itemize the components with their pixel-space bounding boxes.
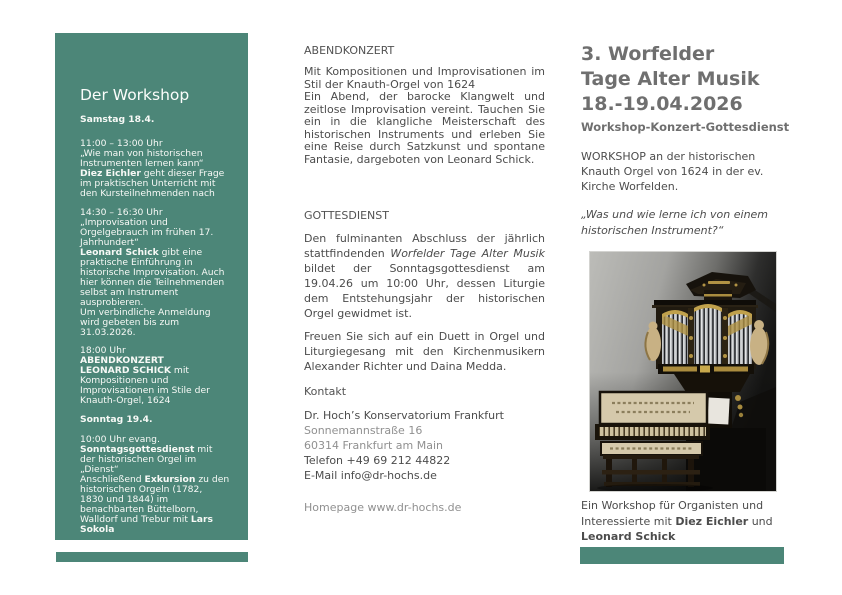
text-run: Ein Abend, der barocke Klangwelt und zeitlose Improvisation vereint. Tauchen Sie ein in die klangliche Meisterschaft des historischen Instruments und erleben Sie eine Reise durch Satzkunst und spontane Fantasie, dargeboten von Leonard Schick. — [304, 90, 545, 166]
text-run: historische Improvisation. Auch — [80, 267, 225, 278]
text-run: wird gebeten bis zum — [80, 317, 180, 328]
text-run: Mit Kompositionen und Improvisationen im Stil der Knauth-Orgel von 1624 — [304, 65, 545, 91]
text-run: Ein Workshop für Organisten und — [581, 499, 764, 512]
text-run: LEONARD SCHICK — [80, 365, 171, 376]
photo-caption — [581, 498, 793, 545]
text-run: 11:00 – 13:00 Uhr — [80, 138, 163, 149]
text-run: bildet der Sonntagsgottesdienst am 19.04.26 um 10:00 Uhr, dessen Liturgie dem Entstehungsjahr der historischen Orgel gewidmet ist. — [304, 262, 545, 320]
organ-pipes — [662, 308, 752, 364]
contact-address — [304, 408, 545, 483]
text-run: Lars — [190, 514, 213, 525]
text-run: Exkursion — [144, 474, 196, 485]
section-heading-kontakt: Kontakt — [304, 385, 347, 398]
text-run: 1830 und 1844) im — [80, 494, 169, 505]
text-run: und — [748, 514, 773, 528]
text-run: Telefon +49 69 212 44822 — [304, 454, 451, 467]
text-run: „Improvisation und — [80, 217, 168, 228]
text-run: 31.03.2026. — [80, 327, 136, 338]
homepage-line — [304, 500, 545, 515]
text-run: Anschließend — [80, 474, 145, 485]
text-run: Homepage www.dr-hochs.de — [304, 501, 462, 514]
text-run: praktische Einführung in — [80, 257, 193, 268]
text-run: mit — [170, 365, 190, 376]
schedule-block-evening-concert — [80, 346, 242, 406]
schedule-day-sunday — [80, 415, 242, 425]
text-run: Samstag 18.4. — [80, 114, 155, 125]
text-run: selbst am Instrument — [80, 287, 179, 298]
text-run: Walldorf und Trebur mit — [80, 514, 191, 525]
text-run: Leonard Schick — [80, 247, 159, 258]
text-run: Knauth-Orgel, 1624 — [80, 395, 171, 406]
abendkonzert-text — [304, 66, 545, 166]
workshop-panel — [55, 33, 248, 540]
text-run: 60314 Frankfurt am Main — [304, 439, 444, 452]
flyer-title-line-2: Tage Alter Musik — [581, 68, 760, 90]
workshop-intro — [581, 149, 791, 194]
text-run: WORKSHOP an der historischen — [581, 150, 756, 163]
text-run: Interessierte mit — [581, 514, 676, 528]
text-run: 18:00 Uhr — [80, 345, 126, 356]
text-run: Worfelder Tage Alter Musik — [390, 247, 545, 260]
gottesdienst-text-1 — [304, 231, 545, 321]
schedule-day-saturday — [80, 115, 242, 125]
flyer-title — [581, 42, 796, 117]
text-run: Leonard Schick — [581, 530, 676, 543]
flyer-title-line-3: 18.-19.04.2026 — [581, 93, 743, 115]
text-run: zu den — [195, 474, 230, 485]
workshop-quote — [581, 207, 791, 238]
flyer-title-line-1: 3. Worfelder — [581, 43, 715, 65]
text-run: historischen Orgeln (1782, — [80, 484, 203, 495]
gottesdienst-text-2 — [304, 329, 545, 374]
green-divider-bar-left — [56, 552, 248, 562]
text-run: Knauth Orgel von 1624 in der ev. — [581, 165, 764, 178]
text-run: Improvisationen im Stile der — [80, 385, 210, 396]
flyer-subtitle: Workshop-Konzert-Gottesdienst — [581, 120, 790, 134]
text-run: benachbarten Büttelborn, — [80, 504, 199, 515]
text-run: Jahrhundert“ — [80, 237, 139, 248]
text-run: historischen Instrument?“ — [581, 223, 724, 237]
text-run: geht dieser Frage — [140, 168, 225, 179]
text-run: Kirche Worfelden. — [581, 180, 679, 193]
text-run: Instrumenten lernen kann“ — [80, 158, 204, 169]
text-run: Freuen Sie sich auf ein Duett in Orgel und Liturgiegesang mit den Kirchenmusikern Alexander Richter und Daina Medda. — [304, 330, 545, 373]
text-run: Sonntag 19.4. — [80, 414, 153, 425]
text-run: Dr. Hoch’s Konservatorium Frankfurt — [304, 409, 504, 422]
green-divider-bar-right — [580, 547, 784, 564]
music-sheet — [707, 397, 729, 424]
section-heading-gottesdienst: GOTTESDIENST — [304, 209, 389, 222]
panel-title: Der Workshop — [80, 86, 190, 104]
text-run: Orgelgebrauch im frühen 17. — [80, 227, 214, 238]
text-run: 14:30 – 16:30 Uhr — [80, 207, 163, 218]
text-run: Kompositionen und — [80, 375, 169, 386]
text-run: E-Mail info@dr-hochs.de — [304, 469, 437, 482]
console — [595, 392, 710, 487]
text-run: hier können die Teilnehmenden — [80, 277, 225, 288]
section-heading-abendkonzert: ABENDKONZERT — [304, 44, 395, 57]
organ-photo — [589, 251, 777, 492]
organ-illustration — [590, 252, 776, 491]
text-run: den Kursteilnehmenden nach — [80, 188, 215, 199]
text-run: der historischen Orgel im — [80, 454, 197, 465]
schedule-block-sunday-service — [80, 435, 242, 535]
text-run: „Was und wie lerne ich von einem — [581, 208, 769, 221]
schedule-block-afternoon — [80, 208, 242, 338]
text-run: Sokola — [80, 524, 115, 535]
schedule-block-morning — [80, 139, 242, 199]
text-run: im praktischen Unterricht mit — [80, 178, 216, 189]
text-run: Diez Eichler — [80, 168, 141, 179]
text-run: ausprobieren. — [80, 297, 144, 308]
text-run: 10:00 Uhr evang. — [80, 434, 160, 445]
text-run: Diez Eichler — [675, 514, 749, 528]
text-run: „Dienst“ — [80, 464, 119, 475]
text-run: Den fulminanten Abschluss der jährlich stattfindenden — [304, 232, 545, 260]
text-run: ABENDKONZERT — [80, 355, 164, 366]
text-run: gibt eine — [158, 247, 203, 258]
text-run: „Wie man von historischen — [80, 148, 203, 159]
text-run: mit — [194, 444, 213, 455]
text-run: Sonnemannstraße 16 — [304, 424, 423, 437]
text-run: Um verbindliche Anmeldung — [80, 307, 211, 318]
text-run: Sonntagsgottesdienst — [80, 444, 195, 455]
